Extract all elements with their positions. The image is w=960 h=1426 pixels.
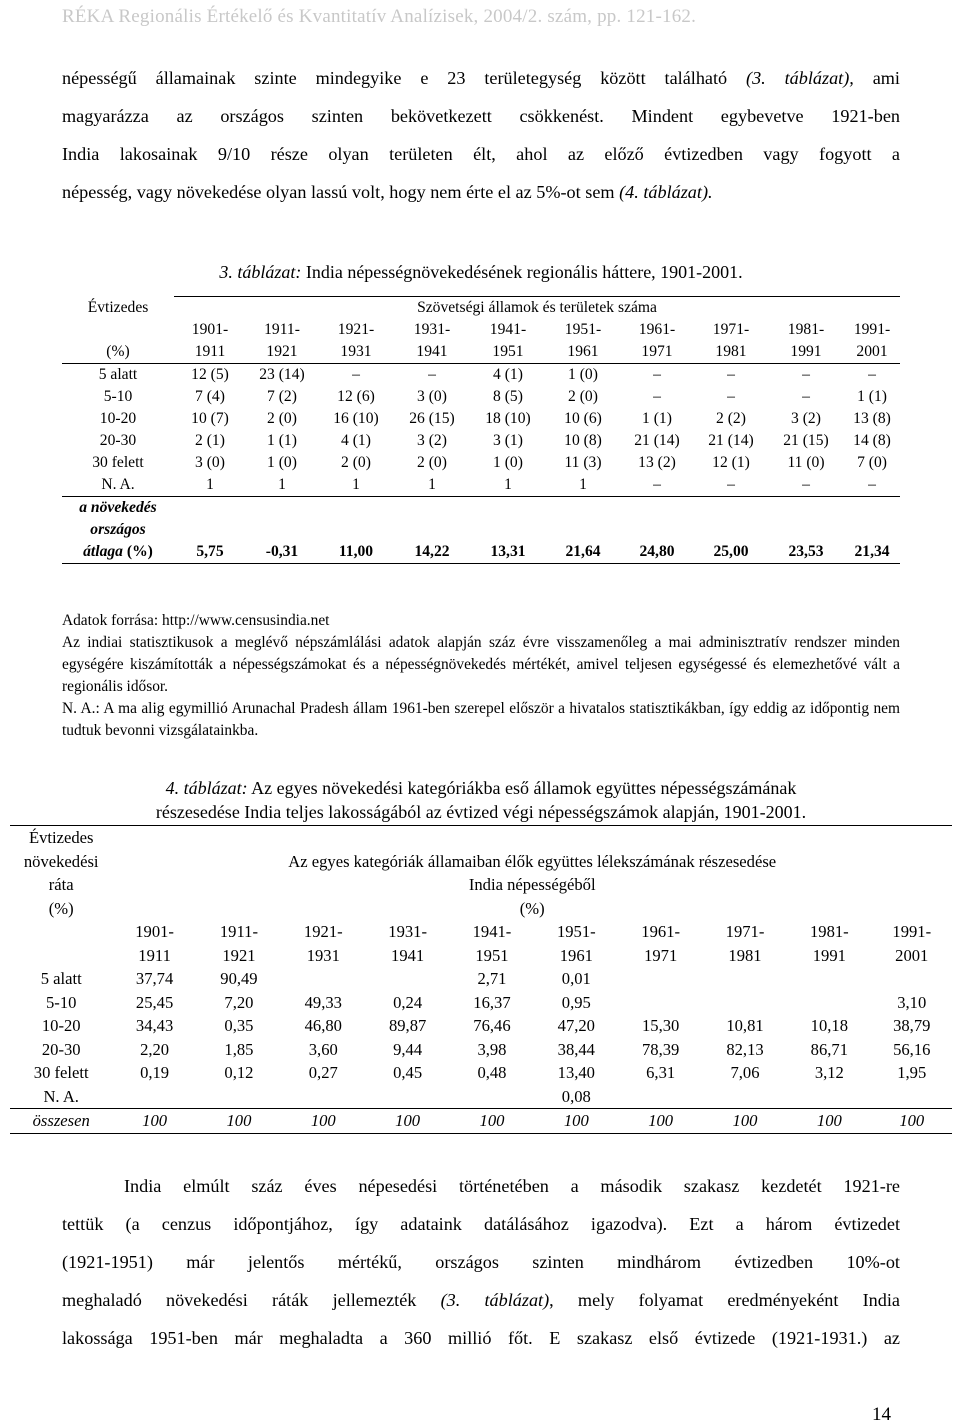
avg-label-row	[62, 497, 900, 520]
table-cell: 3 (2)	[417, 432, 447, 449]
table-cell: 7,20	[224, 992, 254, 1012]
table-cell: 0,19	[140, 1063, 170, 1082]
period-header: 1961	[546, 341, 620, 364]
table3-caption: 3. táblázat: India népességnövekedésének regionális háttere, 1901-2001.	[219, 262, 743, 282]
period-header: 1951	[475, 945, 509, 965]
period-header: 1991-	[892, 922, 932, 941]
table-cell: 3 (0)	[417, 388, 447, 405]
table-row	[62, 430, 900, 452]
period-header: 1981	[694, 341, 768, 364]
table-cell	[787, 1085, 871, 1109]
row-label: 30 felett	[33, 1063, 89, 1082]
table-cell: 2 (0)	[341, 454, 371, 471]
empty-cell	[768, 519, 844, 541]
table-cell: 1	[394, 474, 470, 497]
table-cell: 1 (1)	[267, 432, 297, 449]
avg-label	[62, 541, 174, 564]
table-cell: 0,08	[561, 1086, 591, 1106]
table-cell: 1	[174, 474, 246, 497]
table-cell: 90,49	[220, 969, 258, 988]
table-cell: 13,40	[557, 1063, 595, 1082]
table-cell: 38,79	[893, 1016, 931, 1035]
table-cell: 49,33	[304, 992, 342, 1012]
table-cell: 0,12	[224, 1063, 254, 1082]
table-cell: 12 (1)	[712, 454, 750, 471]
table-row	[62, 474, 900, 497]
avg-value: 21,34	[844, 541, 900, 564]
closing-line-3: (1921-1951) már jelentős mértékű, országos szinten mindhárom évtizedben 10%-ot	[62, 1252, 900, 1272]
table-cell: 1	[546, 474, 620, 497]
table-cell: 2,20	[140, 1039, 170, 1059]
sum-value: 100	[872, 1109, 952, 1134]
table-cell: 10,18	[810, 1016, 849, 1035]
table-cell: 7,06	[730, 1063, 760, 1082]
row-label: 5-10	[103, 388, 133, 405]
empty-cell	[768, 497, 844, 520]
table-cell	[112, 1085, 196, 1109]
corner-label: Évtizedes	[10, 826, 112, 850]
table-cell: 4 (1)	[341, 432, 371, 449]
span-header: (%)	[519, 898, 545, 918]
table-cell: 1	[470, 474, 546, 497]
row-label: 10-20	[99, 410, 137, 427]
table-cell: 56,16	[893, 1039, 931, 1059]
table-cell	[703, 991, 787, 1015]
empty-cell	[470, 497, 546, 520]
avg-label: a növekedés	[79, 499, 157, 516]
table-cell: 2 (1)	[195, 432, 225, 449]
table3-header-row	[62, 341, 900, 364]
table-cell	[872, 967, 952, 991]
empty-cell	[620, 497, 694, 520]
table4-header-row	[10, 920, 952, 944]
page-number: 14	[872, 1404, 891, 1425]
table-cell: 8 (5)	[493, 388, 523, 405]
period-header: 1981	[728, 945, 762, 965]
table-cell: 1 (0)	[568, 366, 598, 383]
table-cell: 10 (6)	[564, 410, 602, 427]
avg-label-word: átlaga	[83, 543, 123, 560]
empty-cell	[470, 519, 546, 541]
table-cell: 4 (1)	[493, 366, 523, 383]
table-cell: 3 (1)	[493, 432, 523, 449]
period-header: 1921	[246, 341, 318, 364]
period-header: 1961-	[641, 922, 681, 941]
table-cell: 0,48	[477, 1063, 507, 1082]
table-cell: 11 (0)	[787, 454, 825, 471]
table-cell: 18 (10)	[485, 410, 531, 427]
empty-cell	[844, 519, 900, 541]
table-cell	[365, 967, 449, 991]
period-header: 1931-	[388, 922, 427, 941]
table-cell: 1 (0)	[267, 454, 297, 471]
table-cell: 0,45	[393, 1063, 423, 1082]
table3-notes	[62, 610, 900, 742]
table-cell: 2 (0)	[267, 410, 297, 427]
table-cell: 26 (15)	[409, 410, 455, 427]
sum-value: 100	[197, 1109, 281, 1134]
period-header: 2001	[844, 341, 900, 364]
table-cell: –	[844, 474, 900, 497]
empty-cell	[246, 497, 318, 520]
table-cell: 86,71	[810, 1039, 849, 1059]
table4-header-row	[10, 873, 952, 897]
span-header: India népességéből	[468, 875, 596, 894]
period-header: 1941	[391, 945, 425, 965]
table-cell: –	[802, 366, 810, 383]
table-cell: 3,60	[308, 1039, 338, 1059]
table-cell: –	[727, 366, 735, 383]
table-cell: –	[653, 388, 661, 405]
table-cell: 7 (4)	[195, 388, 225, 405]
table-cell: 7 (0)	[857, 454, 887, 471]
avg-value: 11,00	[318, 541, 394, 564]
row-label: 5 alatt	[40, 969, 82, 988]
period-header: 1931	[318, 341, 394, 364]
closing-line-4: meghaladó növekedési ráták jellemezték (3. táblázat), mely folyamat eredményeként India	[62, 1290, 900, 1310]
avg-value: 25,00	[694, 541, 768, 564]
table-cell: 1 (1)	[857, 388, 887, 405]
table-row	[10, 991, 952, 1015]
span-header: Szövetségi államok és területek száma	[174, 297, 900, 320]
sum-value: 100	[618, 1109, 702, 1134]
table-cell: 14 (8)	[853, 432, 891, 449]
row-label: 5-10	[46, 992, 77, 1012]
table-cell: 47,20	[557, 1016, 595, 1035]
avg-row	[62, 541, 900, 564]
sum-row	[10, 1109, 952, 1134]
avg-value: 5,75	[174, 541, 246, 564]
sum-value: 100	[365, 1109, 449, 1134]
table3	[62, 296, 900, 564]
period-header: 1971-	[712, 321, 750, 338]
table4	[10, 825, 952, 1134]
table-cell: 1	[246, 474, 318, 497]
table-cell	[197, 1085, 281, 1109]
table-cell: 1 (1)	[642, 410, 672, 427]
avg-label-row	[62, 519, 900, 541]
table-cell: –	[352, 366, 360, 383]
table-cell	[618, 991, 702, 1015]
intro-line-1: népességű államainak szinte mindegyike e 23 területegység között található (3. táblázat), ami	[62, 68, 900, 88]
table-cell: 12 (6)	[337, 388, 375, 405]
period-header: 1951-	[564, 321, 602, 338]
corner-label: növekedési	[23, 851, 99, 871]
table-row	[62, 452, 900, 474]
table4-header-row	[10, 826, 952, 850]
table-cell: 21 (14)	[634, 432, 680, 449]
source-url: http://www.censusindia.net	[162, 612, 330, 629]
table-cell	[872, 1085, 952, 1109]
table-row	[62, 408, 900, 430]
sum-value: 100	[703, 1109, 787, 1134]
period-header: 1991	[768, 341, 844, 364]
avg-value: 14,22	[394, 541, 470, 564]
table3-header-row	[62, 319, 900, 341]
table-cell: 1	[318, 474, 394, 497]
table-cell: 2,71	[477, 969, 507, 988]
period-header: 1971-	[725, 922, 765, 941]
avg-value: -0,31	[246, 541, 318, 564]
table-cell: 0,35	[224, 1016, 254, 1035]
period-header: 1901-	[135, 922, 174, 941]
table-row	[62, 364, 900, 387]
period-header: 1951	[470, 341, 546, 364]
table-cell: 10,81	[726, 1016, 764, 1035]
empty-cell	[62, 319, 174, 341]
table-cell	[281, 967, 365, 991]
period-header: 1941	[394, 341, 470, 364]
intro-line-3: India lakosainak 9/10 része olyan területen élt, ahol az előző évtizedben vagy fogyott a	[62, 144, 900, 164]
table-cell: –	[802, 388, 810, 405]
empty-cell	[394, 497, 470, 520]
span-header	[112, 826, 952, 850]
table-cell: 46,80	[304, 1016, 342, 1035]
table-cell: 13 (8)	[853, 410, 891, 427]
table-cell	[450, 1085, 534, 1109]
note-methodology: Az indiai statisztikusok a meglévő népszámlálási adatok alapján száz évre visszamenőleg a mai adminisztratív rendszer minden egységére kiszámították a népességszámokat és a népességnövekedés mértékét, amivel teljesen egységessé és elemezhetővé vált a regionális idősor.	[62, 634, 900, 695]
period-header: 1941-	[489, 321, 527, 338]
table4-header-row	[10, 850, 952, 874]
sum-value: 100	[534, 1109, 618, 1134]
empty-cell	[318, 519, 394, 541]
span-header: Az egyes kategóriák államaiban élők együttes lélekszámának részesedése	[288, 851, 777, 871]
period-header: 1951-	[556, 922, 596, 941]
period-header: 1911	[174, 341, 246, 364]
table-cell: 6,31	[646, 1063, 676, 1082]
row-label: N. A.	[62, 474, 174, 497]
empty-cell	[394, 519, 470, 541]
table-cell: 38,44	[557, 1039, 595, 1059]
table-cell: 1,85	[224, 1039, 254, 1059]
period-header: 1931	[306, 945, 340, 965]
period-header: 1911-	[264, 321, 300, 338]
row-label: N. A.	[43, 1086, 79, 1106]
intro-line-2: magyarázza az országos szinten bekövetkezett csökkenést. Mindent egybevetve 1921-ben	[62, 106, 900, 126]
period-header: 1911	[138, 945, 171, 965]
avg-label-unit: (%)	[122, 543, 153, 560]
period-header: 1921-	[337, 321, 375, 338]
running-header: RÉKA Regionális Értékelő és Kvantitatív Analízisek, 2004/2. szám, pp. 121-162.	[62, 6, 697, 27]
table-cell: 2 (0)	[568, 388, 598, 405]
table-cell: 16,37	[473, 992, 511, 1012]
table-cell: 25,45	[135, 992, 174, 1012]
avg-value: 13,31	[470, 541, 546, 564]
table-cell: 1 (0)	[493, 454, 523, 471]
table-cell	[365, 1085, 449, 1109]
table-cell: 10 (8)	[564, 432, 602, 449]
period-header: 1971	[644, 945, 678, 965]
corner-label: Évtizedes	[87, 298, 149, 316]
table-cell	[787, 991, 871, 1015]
table-cell: 2 (2)	[716, 410, 746, 427]
empty-cell	[318, 497, 394, 520]
empty-cell	[694, 519, 768, 541]
table-cell: –	[620, 474, 694, 497]
table4-header-row	[10, 897, 952, 921]
period-header: 1901-	[191, 321, 229, 338]
sum-value: 100	[281, 1109, 365, 1134]
table-cell: 21 (14)	[708, 432, 754, 449]
table-row	[10, 1014, 952, 1038]
period-header: 1961	[559, 945, 593, 965]
table-cell: 3,98	[477, 1039, 507, 1059]
row-label: 5 alatt	[98, 366, 138, 383]
table-cell: 7 (2)	[267, 388, 297, 405]
empty-cell	[620, 519, 694, 541]
table-cell: 11 (3)	[564, 454, 602, 471]
table-cell	[618, 1085, 702, 1109]
source-line: Adatok forrása: http://www.censusindia.net	[62, 612, 330, 629]
empty-cell	[246, 519, 318, 541]
empty-cell	[546, 497, 620, 520]
table-cell: 82,13	[726, 1039, 764, 1059]
table-row	[62, 386, 900, 408]
table-cell: –	[653, 366, 661, 383]
corner-label: (%)	[48, 898, 74, 918]
sum-value: 100	[450, 1109, 534, 1134]
table-cell: –	[868, 366, 876, 383]
table4-header-row	[10, 944, 952, 968]
period-header: 1991-	[853, 321, 891, 338]
table-cell: 16 (10)	[333, 410, 379, 427]
table-cell: 76,46	[473, 1016, 511, 1035]
avg-value: 24,80	[620, 541, 694, 564]
table-row	[10, 1061, 952, 1085]
table-cell: 1,95	[897, 1063, 927, 1082]
period-header: 1981-	[809, 922, 849, 941]
table-cell: 12 (5)	[191, 366, 229, 383]
table-row	[10, 1038, 952, 1062]
period-header: 1941-	[472, 922, 512, 941]
closing-line-2: tettük (a cenzus időpontjához, így adataink datálásához igazodva). Ezt a három évtizedet	[62, 1214, 900, 1234]
sum-value: 100	[112, 1109, 196, 1134]
period-header: 1961-	[638, 321, 676, 338]
avg-value: 23,53	[768, 541, 844, 564]
empty-cell	[174, 497, 246, 520]
period-header: 1921	[222, 945, 256, 965]
table-cell: 0,95	[561, 992, 591, 1012]
row-label: 30 felett	[92, 454, 144, 471]
row-label: 20-30	[41, 1039, 81, 1059]
table-cell: –	[727, 388, 735, 405]
corner-label: ráta	[48, 875, 74, 894]
table-cell	[281, 1085, 365, 1109]
sum-label: összesen	[10, 1109, 112, 1134]
table-row	[10, 1085, 952, 1109]
row-label: 20-30	[99, 432, 137, 449]
empty-cell	[546, 519, 620, 541]
table-cell: 0,27	[308, 1063, 338, 1082]
table-cell	[703, 1085, 787, 1109]
period-header: 1921-	[303, 922, 343, 941]
empty-cell	[10, 944, 112, 968]
table-cell: 3,12	[814, 1063, 844, 1082]
table-cell: –	[768, 474, 844, 497]
table-cell: 78,39	[641, 1039, 680, 1059]
table-cell: 2 (0)	[417, 454, 447, 471]
period-header: 1981-	[787, 321, 825, 338]
table-cell: 15,30	[641, 1016, 680, 1035]
table-cell: 10 (7)	[191, 410, 229, 427]
period-header: 1991	[812, 945, 846, 965]
table-cell: 3 (0)	[195, 454, 225, 471]
empty-cell	[694, 497, 768, 520]
table-cell: 89,87	[388, 1016, 427, 1035]
period-header: 1931-	[413, 321, 451, 338]
table-cell: 0,24	[393, 992, 423, 1012]
period-header: 2001	[895, 945, 929, 965]
period-header: 1911-	[219, 922, 258, 941]
table-cell: 37,74	[135, 969, 174, 988]
row-label: 10-20	[41, 1016, 81, 1035]
closing-line-5: lakossága 1951-ben már meghaladta a 360 millió főt. E szakasz első évtizede (1921-1931.) az	[62, 1328, 900, 1348]
avg-label: országos	[90, 521, 146, 538]
table-cell: 34,43	[135, 1016, 174, 1035]
table-cell: 23 (14)	[259, 366, 305, 383]
closing-line-1: India elmúlt száz éves népesedési történetében a második szakasz kezdetét 1921-re	[124, 1176, 900, 1196]
table-cell: 3 (2)	[791, 410, 821, 427]
empty-cell	[174, 519, 246, 541]
empty-cell	[10, 920, 112, 944]
table-cell	[787, 967, 871, 991]
table-cell: 3,10	[897, 992, 927, 1012]
table4-caption: 4. táblázat: Az egyes növekedési kategóriákba eső államok együttes népességszámának részesedése India teljes lakosságából az évtized végi népességszámok alapján, 1901-2001.	[155, 778, 807, 822]
intro-line-4: népesség, vagy növekedése olyan lassú volt, hogy nem érte el az 5%-ot sem (4. táblázat).	[62, 182, 713, 202]
table-cell: –	[694, 474, 768, 497]
table3-header-row	[62, 297, 900, 320]
table-row	[10, 967, 952, 991]
empty-cell	[844, 497, 900, 520]
table-cell: 0,01	[561, 969, 591, 988]
avg-value: 21,64	[546, 541, 620, 564]
note-na: N. A.: A ma alig egymillió Arunachal Pradesh állam 1961-ben szerepel először a hivatalos statisztikákban, így eddig az időpontig nem tudtuk bevonni vizsgálatainkba.	[62, 700, 900, 739]
corner-label: (%)	[62, 341, 174, 364]
table-cell: 21 (15)	[783, 432, 829, 449]
period-header: 1971	[620, 341, 694, 364]
table-cell	[703, 967, 787, 991]
sum-value: 100	[787, 1109, 871, 1134]
table-cell: 13 (2)	[638, 454, 676, 471]
table-cell: 9,44	[393, 1039, 423, 1059]
table-cell	[618, 967, 702, 991]
table-cell: –	[428, 366, 436, 383]
